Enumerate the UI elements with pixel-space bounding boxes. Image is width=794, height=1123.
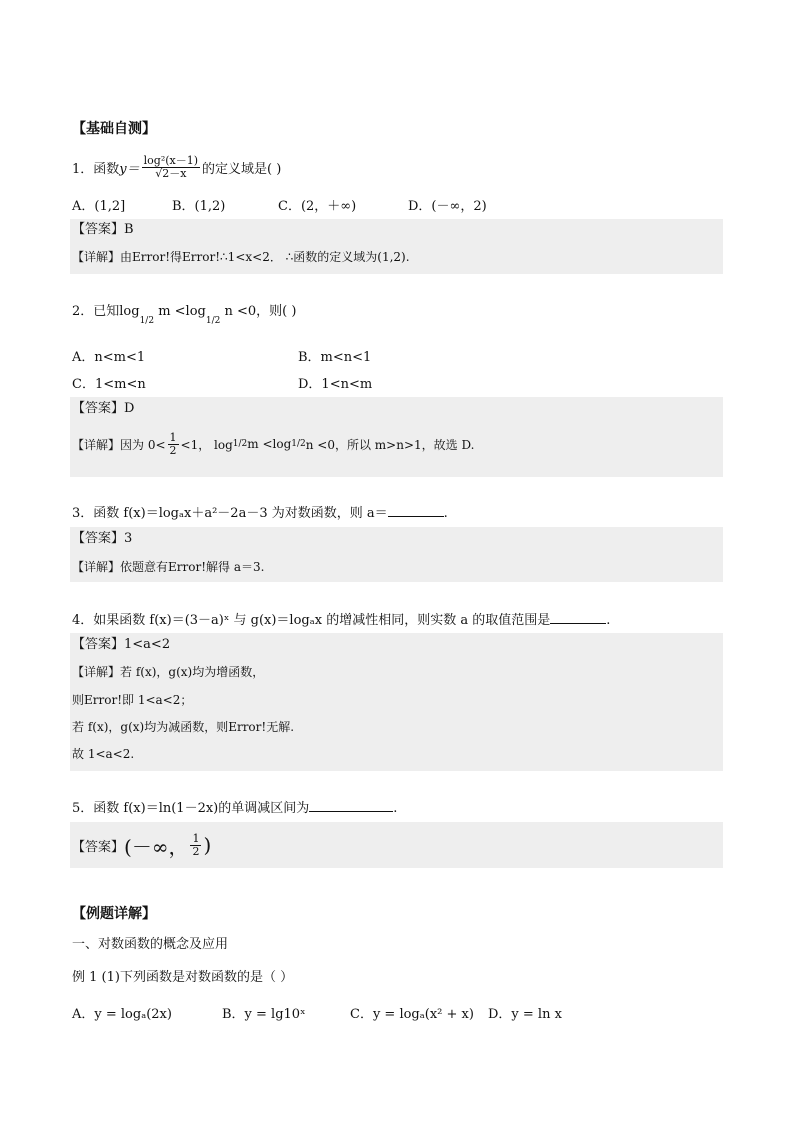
answer-label: 【答案】 [72, 401, 125, 416]
q2-answer-line [72, 400, 134, 418]
example-1: 例 1 (1)下列函数是对数函数的是（ ） [72, 970, 294, 985]
section-title-basic: 【基础自测】 [72, 121, 156, 137]
q2-detail-d: n <0，所以 m>n>1，故选 D. [305, 437, 475, 452]
q2-option-d: D．1<n<m [298, 377, 373, 392]
q5-text: 5．函数 f(x)＝ln(1－2x)的单调减区间为 [72, 801, 310, 816]
q3-detail-line [72, 558, 264, 576]
example1-option-a: A．y = logₐ(2x) [72, 1007, 172, 1022]
detail-label: 【详解】 [72, 665, 121, 679]
q3-answer: 3 [124, 531, 133, 546]
q2-base-1: 1/2 [139, 316, 155, 326]
q2-option-b: B．m<n<1 [298, 350, 372, 365]
q5-answer-fraction [190, 833, 201, 858]
q4-detail-line-2: 则Error!即 1<a<2； [72, 693, 193, 707]
q3-text: 3．函数 f(x)＝logₐx＋a²－2a－3 为对数函数，则 a＝ [72, 506, 388, 521]
detail-label: 【详解】 [72, 437, 121, 452]
q5-answer-right: ) [203, 833, 212, 857]
q2-option-c: C．1<m<n [72, 377, 146, 392]
q2-detail-a: 因为 0< [120, 437, 166, 452]
q1-detail-line [72, 248, 410, 266]
example1-option-b: B．y = lg10ˣ [222, 1007, 306, 1022]
q1-numerator: log²(x－1) [143, 153, 199, 167]
question-3 [72, 502, 448, 521]
q2-option-a: A．n<m<1 [72, 350, 146, 365]
q1-detail: 由Error!得Error!∴1<x<2． ∴函数的定义域为(1,2). [120, 250, 410, 264]
q5-end: . [393, 801, 398, 816]
q4-answer: 1<a<2 [124, 637, 171, 652]
question-2 [72, 300, 296, 336]
q2-frac-den: 2 [169, 443, 177, 457]
q1-option-c: C．(2，＋∞) [278, 199, 357, 214]
q5-frac-den: 2 [192, 844, 200, 858]
q2-detail-line [72, 427, 474, 461]
q2-prefix: 2．已知log [72, 304, 140, 319]
q4-detail-1: 若 f(x)，g(x)均为增函数， [120, 665, 265, 679]
example1-option-c: C．y = logₐ(x² + x) [350, 1007, 474, 1022]
q5-answer-left: (－∞， [124, 834, 189, 859]
q1-answer: B [124, 222, 134, 237]
q1-fraction [142, 155, 200, 180]
q1-option-d: D．(－∞，2) [408, 199, 487, 214]
q2-mid1: m <log [154, 304, 206, 319]
q4-end: . [606, 613, 611, 628]
question-1 [72, 150, 281, 184]
q4-text: 4．如果函数 f(x)＝(3－a)ˣ 与 g(x)＝logₐx 的增减性相同，则实数 a 的取值范围是 [72, 613, 551, 628]
q3-blank [388, 504, 444, 517]
question-4 [72, 609, 610, 628]
q3-end: . [443, 506, 448, 521]
q1-suffix: 的定义域是( ) [202, 161, 282, 177]
q4-blank [550, 611, 606, 624]
section-title-examples: 【例题详解】 [72, 906, 156, 922]
example1-option-d: D．y = ln x [488, 1007, 562, 1022]
q1-denominator: √2－x [155, 166, 187, 180]
q4-detail-line-3: 若 f(x)，g(x)均为减函数，则Error!无解. [72, 720, 295, 734]
q2-frac-num: 1 [169, 430, 177, 444]
q2-detail-base-1: 1/2 [232, 439, 248, 449]
q3-detail: 依题意有Error!解得 a＝3. [120, 560, 265, 574]
q4-answer-line [72, 636, 170, 654]
q1-option-a: A．(1,2] [72, 199, 126, 214]
q2-detail-b: <1， log [180, 437, 233, 452]
q5-answer-line [72, 826, 211, 864]
q2-detail-base-2: 1/2 [291, 439, 306, 449]
q1-answer-line [72, 221, 134, 239]
q2-answer: D [124, 401, 135, 416]
q5-frac-num: 1 [192, 831, 200, 845]
q1-prefix: 1．函数 [72, 161, 120, 177]
detail-label: 【详解】 [72, 250, 121, 264]
q3-answer-line [72, 530, 132, 548]
detail-label: 【详解】 [72, 560, 121, 574]
q4-detail-line-4: 故 1<a<2. [72, 747, 135, 761]
q4-detail-line-1 [72, 663, 264, 681]
answer-label: 【答案】 [72, 222, 125, 237]
q2-base-2: 1/2 [205, 316, 221, 326]
q5-blank [309, 799, 393, 812]
answer-label: 【答案】 [72, 637, 125, 652]
answer-label: 【答案】 [72, 839, 125, 855]
q1-option-b: B．(1,2) [172, 199, 226, 214]
q2-mid2: n <0，则( ) [220, 304, 297, 319]
question-5 [72, 797, 397, 816]
q2-detail-fraction [168, 432, 179, 457]
answer-label: 【答案】 [72, 531, 125, 546]
q2-detail-c: m <log [247, 437, 292, 451]
q1-func: y＝ [119, 161, 140, 177]
subsection-title: 一、对数函数的概念及应用 [72, 937, 229, 952]
